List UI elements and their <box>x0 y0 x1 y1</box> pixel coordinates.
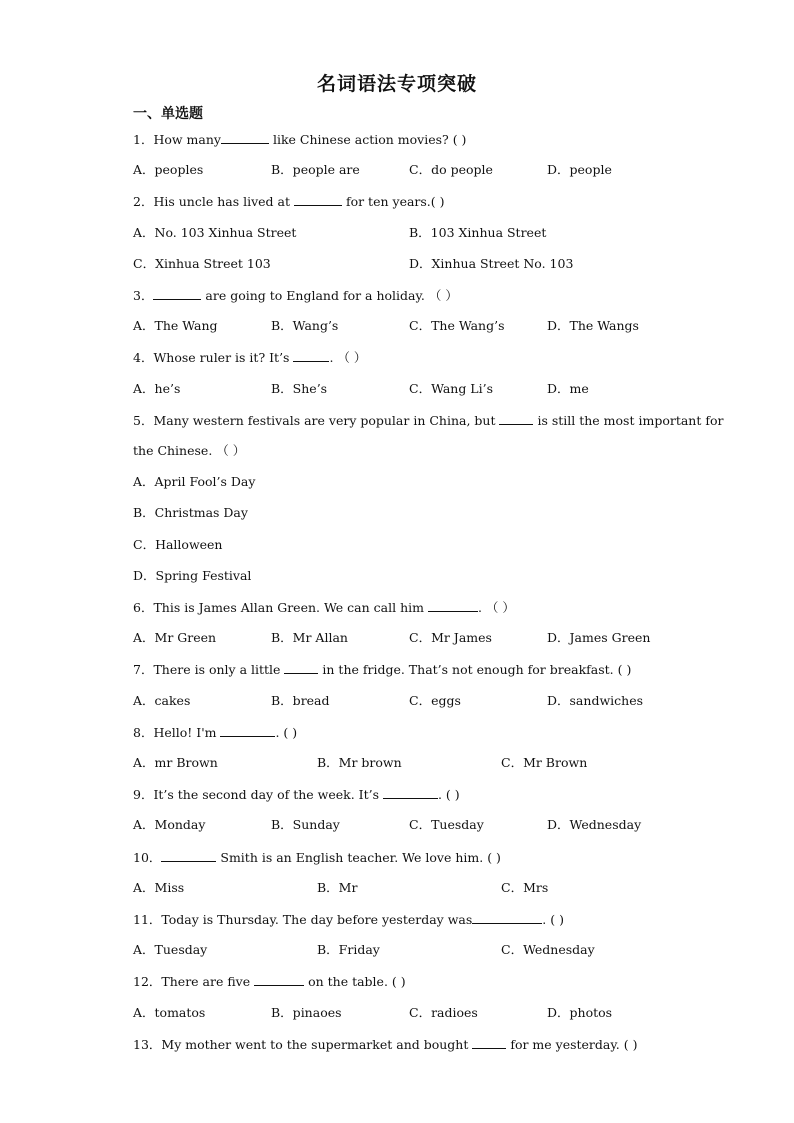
question-3: 3． are going to England for a holiday. （ ） <box>133 288 458 303</box>
question-12: 12．There are five on the table. ( ) <box>133 974 406 989</box>
option-c: C．Wang Li’s <box>409 381 493 396</box>
answer-blank <box>254 973 304 986</box>
answer-blank <box>153 287 201 300</box>
option-b: B．103 Xinhua Street <box>409 225 547 240</box>
option-b: B．Wang’s <box>271 318 339 333</box>
option-a: A．Tuesday <box>133 942 208 957</box>
option-c: C．Mrs <box>501 880 549 895</box>
question-13: 13．My mother went to the supermarket and bought for me yesterday. ( ) <box>133 1037 638 1052</box>
answer-blank <box>161 849 216 862</box>
answer-blank <box>428 599 478 612</box>
option-d: D．Wednesday <box>547 817 642 832</box>
option-b: B．Mr Allan <box>271 630 348 645</box>
question-11: 11．Today is Thursday. The day before yesterday was . ( ) <box>133 912 564 927</box>
answer-blank <box>472 1036 506 1049</box>
option-a: A．tomatos <box>133 1005 206 1020</box>
option-a: A．he’s <box>133 381 181 396</box>
option-b: B．She’s <box>271 381 328 396</box>
option-b: B．bread <box>271 693 330 708</box>
question-5-continued: the Chinese. （ ） <box>133 443 246 458</box>
question-8: 8．Hello! I'm . ( ) <box>133 725 298 740</box>
option-a: A．The Wang <box>133 318 218 333</box>
option-a: A．cakes <box>133 693 191 708</box>
option-a: A．peoples <box>133 162 204 177</box>
option-a: A．Mr Green <box>133 630 217 645</box>
option-d: D．Xinhua Street No. 103 <box>409 256 574 271</box>
option-c: C．Halloween <box>133 537 223 552</box>
option-d: D．James Green <box>547 630 651 645</box>
answer-blank <box>221 131 269 144</box>
page-title: 名词语法专项突破 <box>316 73 477 95</box>
option-b: B．people are <box>271 162 360 177</box>
option-c: C．radioes <box>409 1005 478 1020</box>
answer-blank <box>293 349 329 362</box>
answer-blank <box>499 412 533 425</box>
answer-blank <box>284 661 318 674</box>
question-1: 1．How many like Chinese action movies? ( ) <box>133 132 467 147</box>
option-a: A．No. 103 Xinhua Street <box>133 225 297 240</box>
option-d: D．Spring Festival <box>133 568 252 583</box>
option-b: B．Friday <box>317 942 380 957</box>
option-d: D．people <box>547 162 612 177</box>
option-a: A．April Fool’s Day <box>133 474 256 489</box>
option-b: B．Mr <box>317 880 358 895</box>
question-9: 9．It’s the second day of the week. It’s . ( ) <box>133 787 460 802</box>
option-a: A．Miss <box>133 880 185 895</box>
option-c: C．Xinhua Street 103 <box>133 256 271 271</box>
question-7: 7．There is only a little in the fridge. That’s not enough for breakfast. ( ) <box>133 662 632 677</box>
option-d: D．photos <box>547 1005 613 1020</box>
answer-blank <box>294 193 342 206</box>
section-heading: 一、单选题 <box>133 106 203 122</box>
option-c: C．do people <box>409 162 493 177</box>
option-b: B．Mr brown <box>317 755 402 770</box>
option-c: C．Wednesday <box>501 942 595 957</box>
option-a: A．mr Brown <box>133 755 218 770</box>
option-c: C．eggs <box>409 693 461 708</box>
option-c: C．Tuesday <box>409 817 484 832</box>
option-b: B．Sunday <box>271 817 340 832</box>
answer-blank <box>383 786 438 799</box>
option-c: C．Mr James <box>409 630 492 645</box>
option-b: B．Christmas Day <box>133 505 248 520</box>
option-a: A．Monday <box>133 817 206 832</box>
option-c: C．The Wang’s <box>409 318 505 333</box>
option-d: D．me <box>547 381 589 396</box>
question-10: 10． Smith is an English teacher. We love him. ( ) <box>133 850 501 865</box>
question-6: 6．This is James Allan Green. We can call him . （ ） <box>133 600 515 615</box>
option-b: B．pinaoes <box>271 1005 342 1020</box>
option-d: D．The Wangs <box>547 318 639 333</box>
answer-blank <box>220 724 275 737</box>
option-d: D．sandwiches <box>547 693 644 708</box>
option-c: C．Mr Brown <box>501 755 588 770</box>
question-2: 2．His uncle has lived at for ten years.( ) <box>133 194 445 209</box>
answer-blank <box>472 911 542 924</box>
question-5: 5．Many western festivals are very popular in China, but is still the most important for <box>133 413 724 428</box>
question-4: 4．Whose ruler is it? It’s . （ ） <box>133 350 367 365</box>
